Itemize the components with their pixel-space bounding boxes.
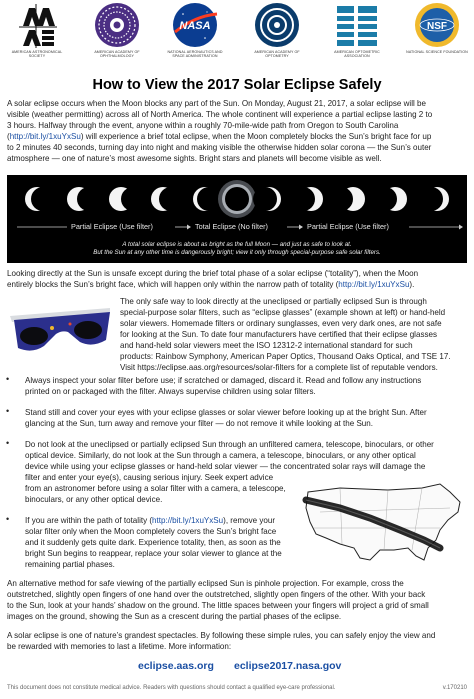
logo-caption: AMERICAN ASTRONOMICAL SOCIETY: [11, 50, 63, 59]
nasa-logo: [162, 2, 228, 58]
intro-line-2: visible (weather permitting) across all of North America. The whole continent will experience a partial eclipse lasting 2 to: [7, 110, 433, 119]
bullet-3-line-5: from an astronomer before using a solar filter with a camera, a telescope,: [25, 484, 286, 493]
nsf-logo: [404, 2, 470, 54]
pinhole-line-1: An alternative method for safe viewing of the partially eclipsed Sun is pinhole projection. For example, cross the: [7, 579, 404, 588]
intro-line-4: [7, 132, 431, 143]
nsf-mark: NSF: [427, 21, 447, 32]
nasa-meatball-icon: [171, 2, 219, 48]
totality-path-link[interactable]: http://bit.ly/1xuYxSu: [338, 280, 410, 289]
logo-caption: AMERICAN ACADEMY OF OPTOMETRY: [254, 50, 300, 59]
safe-line-7: Visit https://eclipse.aas.org/resources/solar-filters for a complete list of reputable vendors.: [120, 363, 438, 372]
pinhole-line-4: images on the ground, showing the Sun as a crescent during the partial phases of the eclipse.: [7, 612, 342, 621]
total-eclipse-icon: [218, 180, 256, 218]
nsf-globe-icon: [413, 2, 461, 48]
bullet-4-line-3: and it suddenly gets quite dark. Experience totality, then, as soon as the: [25, 538, 281, 547]
bullet-dot: •: [6, 374, 10, 384]
bullet-4-text-end: ), remove your: [223, 516, 276, 525]
safe-line-5: and hand-held solar viewers meet the ISO 12312-2 international standard for such: [120, 341, 413, 350]
totality-path-link[interactable]: http://bit.ly/1xuYxSu: [152, 516, 224, 525]
bullet-dot: •: [6, 406, 10, 416]
aas-emblem-icon: [15, 2, 59, 48]
sponsor-logo-row: [0, 0, 474, 78]
bullet-2-line-2: glancing at the Sun, turn away and remove your filter — do not remove it while looking at the Sun.: [25, 419, 373, 428]
total-label: Total Eclipse (No filter): [195, 222, 268, 231]
intro-line-5: to 2 minutes 40 seconds, turning day into night and making visible the otherwise hidden solar corona — the Sun’s outer: [7, 143, 432, 152]
logo-caption: AMERICAN OPTOMETRIC ASSOCIATION: [334, 50, 380, 59]
pinhole-line-3: to the Sun, look at your hands’ shadow on the ground. The little spaces between your fingers will project a grid of small: [7, 601, 429, 610]
partial-phase-icon: [253, 187, 449, 211]
version-label: v.170210: [442, 685, 467, 691]
safe-line-1: The only safe way to look directly at the uneclipsed or partially eclipsed Sun is through: [120, 297, 427, 306]
safe-line-3: solar viewers. Homemade filters or ordinary sunglasses, even very dark ones, are not safe: [120, 319, 442, 328]
bullet-3-line-4: filter and enter your eye(s), causing serious injury. Seek expert advice: [25, 473, 274, 482]
bullet-2-line-1: Stand still and cover your eyes with your eclipse glasses or solar viewer before looking up at the bright Sun. After: [25, 408, 427, 417]
eye-emblem-icon: [94, 2, 140, 48]
bullet-4-text: If you are within the path of totality (: [25, 516, 153, 525]
bullet-3-line-3: device while using your eclipse glasses or hand-held solar viewer — the concentrated solar rays will damage the: [25, 462, 426, 471]
pinhole-line-2: outstretched, slightly open fingers of one hand over the outstretched, slightly open fingers of the other. With your back: [7, 590, 426, 599]
totality-path-map: [300, 478, 470, 572]
nasa-eclipse-link[interactable]: eclipse2017.nasa.gov: [234, 660, 342, 672]
bullet-4-line-5: remaining partial phases.: [25, 560, 115, 569]
bullet-3-line-2: optical device. Similarly, do not look at the Sun through a camera, a telescope, binoculars, or any other optical: [25, 451, 416, 460]
logo-caption: NATIONAL AERONAUTICS AND SPACE ADMINISTRATION: [167, 50, 223, 59]
intro-line-3: 3 hours. Halfway through the event, anyone within a roughly 70-mile-wide path from Oregon to South Carolina: [7, 121, 399, 130]
bullet-1-line-1: Always inspect your solar filter before use; if scratched or damaged, discard it. Read and follow any instructions: [25, 376, 422, 385]
eclipse-glasses-image: [6, 300, 114, 364]
intro-line-6: atmosphere — one of nature’s most awesome sights. Bright stars and planets will become visible as well.: [7, 154, 382, 163]
aaopt-logo: [244, 2, 310, 58]
aoa-logo: [324, 2, 390, 58]
bullet-4-line-2: solar filter only when the Moon completely covers the Sun’s bright face: [25, 527, 277, 536]
banner-caption-line-1: A total solar eclipse is about as bright as the full Moon — and just as safe to look at.: [122, 241, 352, 248]
closing-line-1: A solar eclipse is one of nature’s grandest spectacles. By following these simple rules, you can safely enjoy the view and: [7, 631, 436, 640]
bullet-dot: •: [6, 438, 10, 448]
intro-line-4-text: ) will experience a brief total eclipse, when the Moon completely blocks the Sun’s bright face for up: [80, 132, 432, 141]
banner-caption-line-2: But the Sun at any other time is dangerously bright; view it only through special-purpose safe solar filters.: [93, 249, 381, 257]
logo-caption: NATIONAL SCIENCE FOUNDATION: [406, 50, 468, 54]
optometry-emblem-icon: [254, 2, 300, 48]
bullet-dot: •: [6, 514, 10, 524]
safe-line-6: products: Rainbow Symphony, American Paper Optics, Thousand Oaks Optical, and TSE 17.: [120, 352, 451, 361]
phase-labels: [7, 221, 467, 233]
safe-line-2: special-purpose solar filters, such as “eclipse glasses” (example shown at left) or hand-held: [120, 308, 446, 317]
bullet-4-line-4: bright Sun begins to reappear, replace your solar viewer to glance at the: [25, 549, 282, 558]
looking-line-2: [7, 280, 414, 291]
looking-line-1: Looking directly at the Sun is unsafe except during the brief total phase of a solar eclipse (“totality”), when the Moon: [7, 269, 419, 278]
safe-line-4: for looking at the Sun. To date four manufacturers have certified that their eclipse glasses: [120, 330, 437, 339]
medical-disclaimer: This document does not constitute medical advice. Readers with questions should contact a qualified eye-care professional.: [7, 685, 336, 691]
aoa-stripes-icon: [333, 2, 381, 48]
eclipse-sequence-banner: [7, 175, 467, 263]
bullet-3-line-6: binoculars, or any other optical device.: [25, 495, 163, 504]
eclipse-phase-images: [7, 177, 467, 223]
aas-eclipse-link[interactable]: eclipse.aas.org: [138, 660, 214, 672]
partial-phase-icon: [25, 187, 221, 211]
intro-paren-open: (: [7, 132, 10, 141]
nasa-mark: NASA: [179, 20, 211, 32]
page-title: How to View the 2017 Solar Eclipse Safely: [92, 77, 382, 93]
closing-line-2: be rewarded with memories to last a lifetime. More information:: [7, 642, 232, 651]
looking-text: entirely blocks the Sun’s bright face, which will happen only within the narrow path of totality (: [7, 280, 339, 289]
partial-label-right: Partial Eclipse (Use filter): [307, 222, 389, 231]
intro-line-1: A solar eclipse occurs when the Moon blocks any part of the Sun. On Monday, August 21, 2017, a solar eclipse will be: [7, 99, 426, 108]
banner-caption: [7, 241, 467, 258]
bullet-1-line-2: printed on or packaged with the filter. Always supervise children using solar filters.: [25, 387, 316, 396]
aas-logo: [4, 2, 70, 58]
totality-path-link[interactable]: http://bit.ly/1xuYxSu: [9, 132, 81, 141]
bullet-3-line-1: Do not look at the uneclipsed or partially eclipsed Sun through an unfiltered camera, telescope, binoculars, or other: [25, 440, 434, 449]
logo-caption: AMERICAN ACADEMY OF OPHTHALMOLOGY: [94, 50, 140, 59]
looking-close: ).: [409, 280, 415, 289]
bullet-4-line-1: [25, 516, 275, 527]
aao-logo: [84, 2, 150, 58]
partial-label-left: Partial Eclipse (Use filter): [71, 222, 153, 231]
more-info-links: [0, 660, 474, 676]
